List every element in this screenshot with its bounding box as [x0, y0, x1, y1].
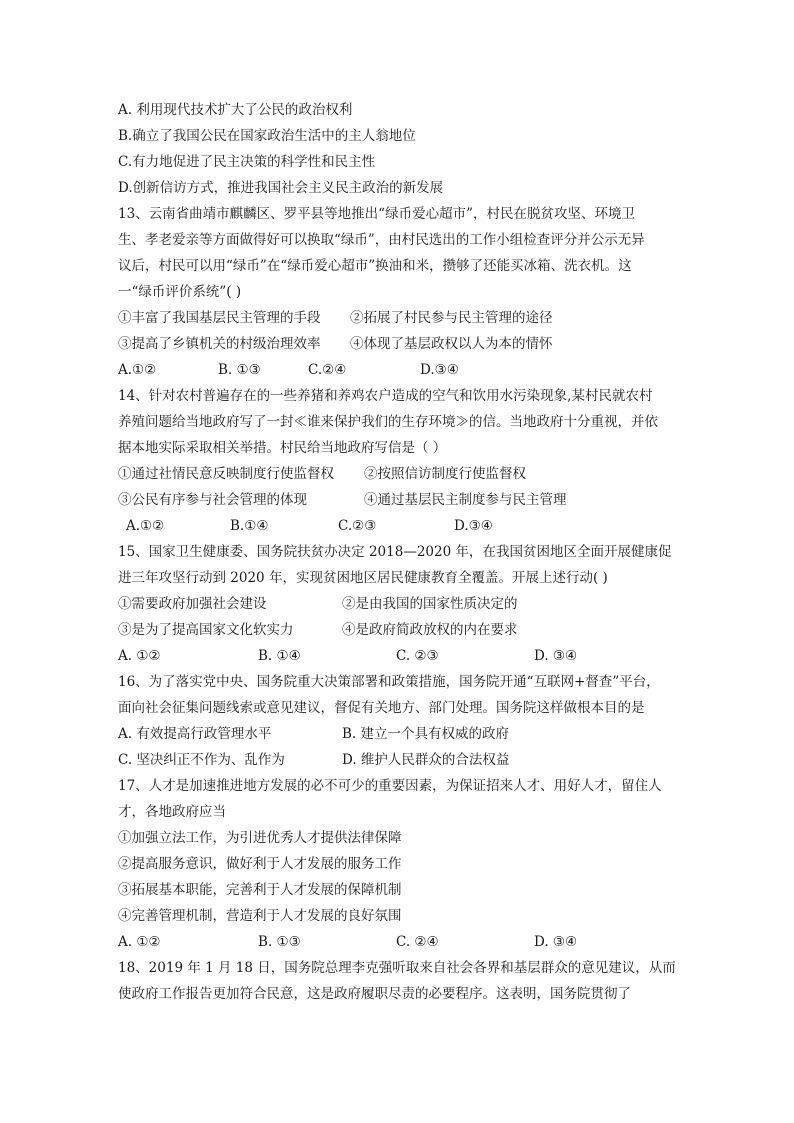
- q17-statement-3: ③拓展基本职能，完善利于人才发展的保障机制: [118, 882, 402, 898]
- q15-statement-4: ④是政府简政放权的内在要求: [342, 622, 518, 638]
- q12-option-b: B.确立了我国公民在国家政治生活中的主人翁地位: [118, 128, 416, 144]
- q16-stem-line: 面向社会征集问题线索或意见建议，督促有关地方、部门处理。国务院这样做根本目的是: [118, 700, 645, 716]
- q13-option-c: C.②④: [308, 362, 347, 378]
- q13-statement-4: ④体现了基层政权以人为本的情怀: [350, 336, 553, 352]
- q15-statement-1: ①需要政府加强社会建设: [118, 596, 267, 612]
- q16-stem-line: 16、为了落实党中央、国务院重大决策部署和政策措施，国务院开通“互联网+督查”平台，: [118, 674, 660, 690]
- q14-statement-1: ①通过社情民意反映制度行使监督权: [118, 466, 334, 482]
- q14-stem-line: 据本地实际采取相关举措。村民给当地政府写信是（ ）: [118, 440, 447, 456]
- q13-option-d: D.③④: [420, 362, 459, 378]
- q13-stem-line: 一“绿币评价系统”( ): [118, 284, 242, 300]
- q13-stem-line: 议后，村民可以用“绿币”在“绿币爱心超市”换油和米，攒够了还能买冰箱、洗衣机。这: [118, 258, 632, 274]
- q12-option-c: C.有力地促进了民主决策的科学性和民主性: [118, 154, 376, 170]
- q15-statement-2: ②是由我国的国家性质决定的: [342, 596, 518, 612]
- q16-option-d: D. 维护人民群众的合法权益: [342, 752, 510, 768]
- q14-stem-line: 养殖问题给当地政府写了一封≪谁来保护我们的生存环境≫的信。当地政府十分重视，并依: [118, 414, 658, 430]
- q13-option-a: A.①②: [118, 362, 157, 378]
- q17-option-b: B. ①③: [258, 934, 301, 950]
- q18-stem-line: 使政府工作报告更加符合民意，这是政府履职尽责的必要程序。这表明，国务院贯彻了: [118, 986, 631, 1002]
- q16-option-a: A. 有效提高行政管理水平: [118, 726, 272, 742]
- q14-option-c: C.②③: [338, 518, 377, 534]
- q14-option-b: B.①④: [230, 518, 269, 534]
- q15-option-c: C. ②③: [396, 648, 439, 664]
- q17-option-a: A. ①②: [118, 934, 161, 950]
- q15-statement-3: ③是为了提高国家文化软实力: [118, 622, 294, 638]
- q17-statement-1: ①加强立法工作，为引进优秀人才提供法律保障: [118, 830, 402, 846]
- q14-statement-4: ④通过基层民主制度参与民主管理: [364, 492, 567, 508]
- q16-option-b: B. 建立一个具有权威的政府: [342, 726, 510, 742]
- q17-stem-line: 17、人才是加速推进地方发展的必不可少的重要因素，为保证招来人才、用好人才，留住人: [118, 778, 662, 794]
- q17-stem-line: 才，各地政府应当: [118, 804, 226, 820]
- q15-option-d: D. ③④: [534, 648, 578, 664]
- q13-stem-line: 生、孝老爱亲等方面做得好可以换取“绿币”，由村民选出的工作小组检查评分并公示无异: [118, 232, 645, 248]
- q17-statement-2: ②提高服务意识，做好利于人才发展的服务工作: [118, 856, 402, 872]
- q14-statement-2: ②按照信访制度行使监督权: [364, 466, 526, 482]
- q17-option-c: C. ②④: [396, 934, 439, 950]
- q15-option-a: A. ①②: [118, 648, 161, 664]
- q13-option-b: B. ①③: [218, 362, 261, 378]
- q13-statement-1: ①丰富了我国基层民主管理的手段: [118, 310, 321, 326]
- q16-option-c: C. 坚决纠正不作为、乱作为: [118, 752, 285, 768]
- q15-stem-line: 进三年攻坚行动到 2020 年，实现贫困地区居民健康教育全覆盖。开展上述行动( ): [118, 570, 608, 586]
- q13-stem-line: 13、云南省曲靖市麒麟区、罗平县等地推出“绿币爱心超市”，村民在脱贫攻坚、环境卫: [118, 206, 635, 222]
- q15-option-b: B. ①④: [258, 648, 301, 664]
- q14-stem-line: 14、针对农村普遍存在的一些养猪和养鸡农户造成的空气和饮用水污染现象,某村民就农村: [118, 388, 653, 404]
- q14-option-d: D.③④: [454, 518, 493, 534]
- q15-stem-line: 15、国家卫生健康委、国务院扶贫办决定 2018—2020 年，在我国贫困地区全面开展健康促: [118, 544, 672, 560]
- q14-option-a: A.①②: [126, 518, 165, 534]
- q12-option-a: A. 利用现代技术扩大了公民的政治权利: [118, 102, 353, 118]
- q17-statement-4: ④完善管理机制，营造利于人才发展的良好氛围: [118, 908, 402, 924]
- q18-stem-line: 18、2019 年 1 月 18 日，国务院总理李克强听取来自社会各界和基层群众的意见建议，从而: [118, 960, 676, 976]
- q13-statement-2: ②拓展了村民参与民主管理的途径: [350, 310, 553, 326]
- q14-statement-3: ③公民有序参与社会管理的体现: [118, 492, 307, 508]
- q13-statement-3: ③提高了乡镇机关的村级治理效率: [118, 336, 321, 352]
- q17-option-d: D. ③④: [534, 934, 578, 950]
- q12-option-d: D.创新信访方式，推进我国社会主义民主政治的新发展: [118, 180, 444, 196]
